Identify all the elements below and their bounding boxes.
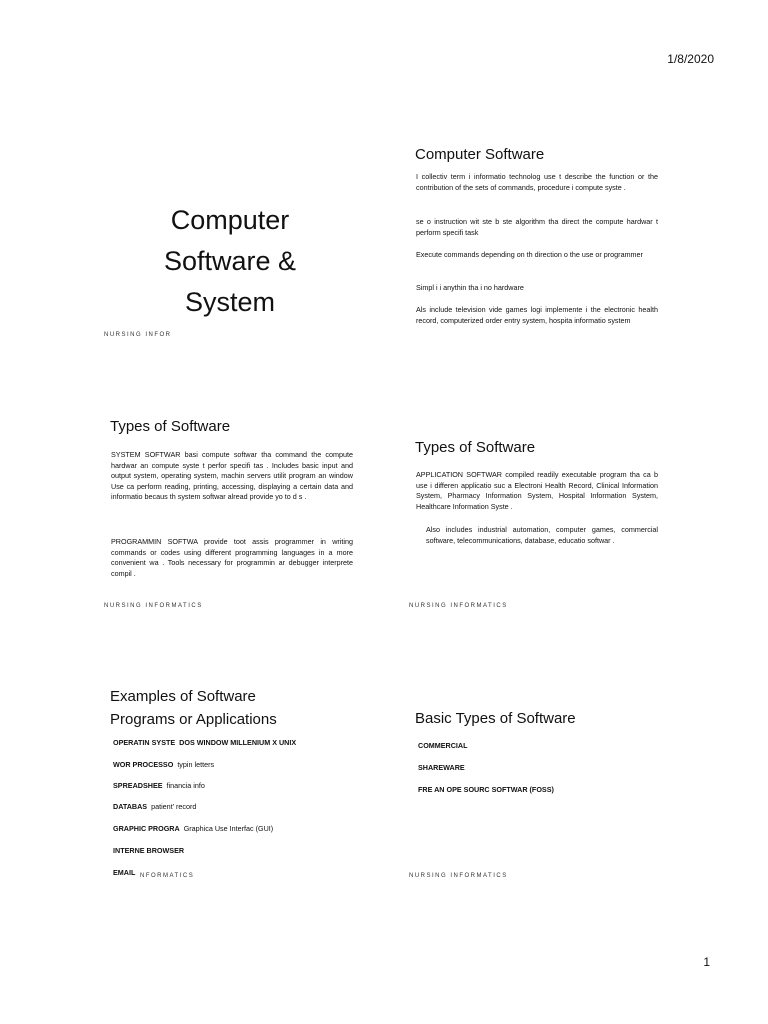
- slide-5-title: [110, 685, 277, 731]
- slide-6-list-item: [418, 741, 468, 750]
- item-detail: typin letters: [177, 760, 215, 769]
- top-bar: [0, 44, 768, 74]
- page-date: 1/8/2020: [667, 52, 714, 66]
- slide-1-footer: NURSING INFOR: [104, 332, 172, 338]
- item-detail: DOS WINDOW MILLENIUM X UNIX: [179, 738, 297, 747]
- slide-5-list-item: [113, 846, 184, 855]
- slide-6-footer: NURSING INFORMATICS: [409, 873, 508, 879]
- slide-2-paragraph: I collectiv term i informatio technolog use t describe the function or the contribution of the sets of commands, procedure i compute syste .: [416, 172, 658, 192]
- slide-5-list-item: [113, 868, 135, 877]
- slide-5-footer: NFORMATICS: [140, 873, 195, 879]
- item-label: EMAIL: [113, 868, 136, 877]
- slide-3-footer: NURSING INFORMATICS: [104, 603, 203, 609]
- slide-5-title-line-1: Examples of Software: [110, 688, 256, 705]
- slide-2-paragraph: se o instruction wit ste b ste algorithm tha direct the compute hardwar t perform specifi task: [416, 217, 658, 237]
- slide-2-paragraph: Execute commands depending on th direction o the use or programmer: [416, 250, 643, 259]
- slide-1-title: [130, 200, 330, 323]
- slide-4-title: Types of Software: [415, 439, 536, 456]
- slide-6-list-item: [418, 763, 465, 772]
- slide-3-title: Types of Software: [110, 418, 231, 435]
- item-label: GRAPHIC PROGRA: [113, 824, 180, 833]
- item-label: FRE AN OPE SOURC SOFTWAR (FOSS): [418, 785, 554, 794]
- item-detail: patient' record: [151, 802, 197, 811]
- slide-5-list-item: [113, 802, 196, 811]
- page-number: 1: [703, 955, 710, 969]
- item-label: DATABAS: [113, 802, 148, 811]
- item-detail: financia info: [166, 781, 205, 790]
- slide-1-title-line-3: System: [184, 287, 276, 317]
- slide-4-paragraph: APPLICATION SOFTWAR compiled readily executable program tha ca b use i differen applicatio suc a Electroni Health Record, Clinical Information System, Pharmacy Information System, Hospital Information System, Healthcare Information Syste .: [416, 470, 658, 511]
- slide-6-list-item: [418, 785, 554, 794]
- item-label: INTERNE BROWSER: [113, 846, 185, 855]
- slide-2-paragraph: Als include television vide games logi implemente i the electronic health record, computerized order entry system, hospita informatio system: [416, 305, 658, 325]
- slide-5-list-item: [113, 824, 273, 833]
- slide-5-list-item: [113, 760, 214, 769]
- item-label: SPREADSHEE: [113, 781, 163, 790]
- slide-6-title: Basic Types of Software: [415, 710, 576, 727]
- item-label: SHAREWARE: [418, 763, 465, 772]
- slide-4-footer: NURSING INFORMATICS: [409, 603, 508, 609]
- slide-3-paragraph: PROGRAMMIN SOFTWA provide toot assis programmer in writing commands or codes using different programming languages in a more convenient wa . Tools necessary for programmin ar debugger interprete compil .: [111, 537, 353, 578]
- slide-5-list-item: [113, 738, 296, 747]
- slide-5-title-line-2: Programs or Applications: [110, 711, 277, 728]
- slide-1-title-line-1: Computer: [170, 205, 290, 235]
- item-label: COMMERCIAL: [418, 741, 468, 750]
- slide-1-title-line-2: Software &: [163, 246, 297, 276]
- slide-5-list-item: [113, 781, 205, 790]
- slide-3-paragraph: SYSTEM SOFTWAR basi compute softwar tha command the compute hardwar an compute syste t perfor specifi tas . Includes basic input and output system, operating system, machin servers utilit program an window Use ca perform reading, printing, accessing, displaying a certain data and informatio becaus th system softwar alread provide yo to d s .: [111, 450, 353, 501]
- item-label: OPERATIN SYSTE: [113, 738, 176, 747]
- slide-2-title: Computer Software: [415, 146, 545, 163]
- item-label: WOR PROCESSO: [113, 760, 174, 769]
- slide-2-paragraph: Simpl i i anythin tha i no hardware: [416, 283, 524, 292]
- item-detail: Graphica Use Interfac (GUI): [183, 824, 274, 833]
- slide-4-paragraph: Also includes industrial automation, computer games, commercial software, telecommunications, database, educatio softwar .: [426, 525, 658, 545]
